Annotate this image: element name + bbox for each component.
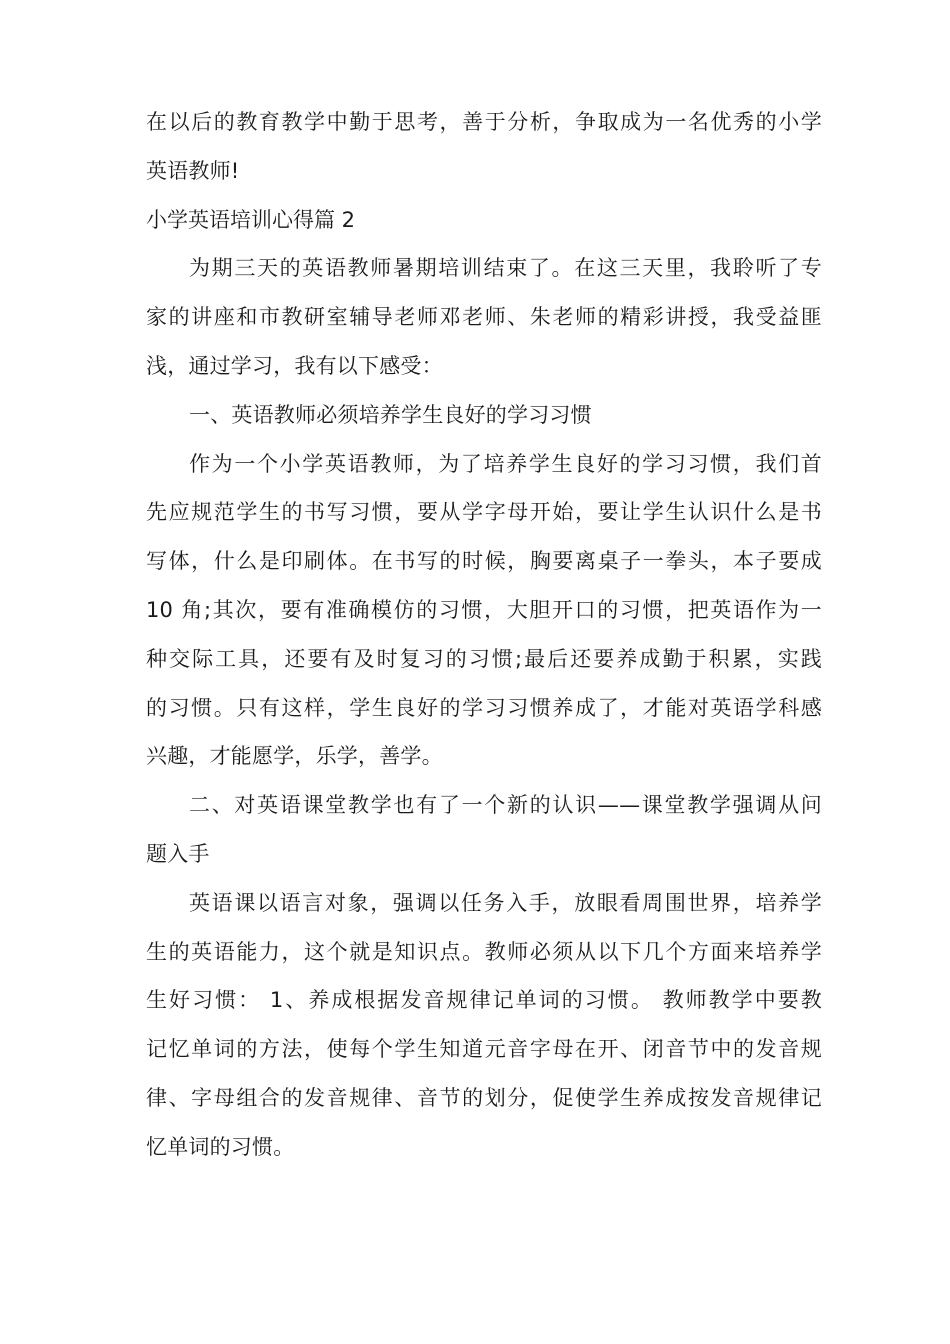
text-line: 题入手 xyxy=(146,841,210,866)
text-line: 生的英语能力，这个就是知识点。教师必须从以下几个方面来培养学 xyxy=(146,939,822,964)
text-line: 的习惯。只有这样，学生良好的学习习惯养成了，才能对英语学科感 xyxy=(146,695,822,720)
text-line: 为期三天的英语教师暑期培训结束了。在这三天里，我聆听了专 xyxy=(189,256,822,281)
text-line: 律、字母组合的发音规律、音节的划分，促使学生养成按发音规律记 xyxy=(146,1085,822,1110)
text-line: 种交际工具，还要有及时复习的习惯;最后还要养成勤于积累，实践 xyxy=(146,646,822,671)
section-heading: 小学英语培训心得篇 2 xyxy=(146,207,356,232)
text-line: 记忆单词的方法，使每个学生知道元音字母在开、闭音节中的发音规 xyxy=(146,1037,822,1062)
text-line: 生好习惯： 1、养成根据发音规律记单词的习惯。 教师教学中要教 xyxy=(146,988,822,1013)
text-line: 二、对英语课堂教学也有了一个新的认识——课堂教学强调从问 xyxy=(189,793,822,818)
text-line: 浅，通过学习，我有以下感受： xyxy=(146,353,443,378)
text-line: 忆单词的习惯。 xyxy=(146,1134,295,1159)
text-line: 一、英语教师必须培养学生良好的学习习惯 xyxy=(189,402,592,427)
text-line: 英语教师! xyxy=(146,158,240,183)
text-line: 作为一个小学英语教师，为了培养学生良好的学习习惯，我们首 xyxy=(189,451,822,476)
text-line: 兴趣，才能愿学，乐学，善学。 xyxy=(146,744,443,769)
text-line: 10 角;其次，要有准确模仿的习惯，大胆开口的习惯，把英语作为一 xyxy=(146,597,822,622)
text-line: 英语课以语言对象，强调以任务入手，放眼看周围世界，培养学 xyxy=(189,890,822,915)
text-line: 在以后的教育教学中勤于思考，善于分析，争取成为一名优秀的小学 xyxy=(146,110,822,134)
document-body xyxy=(146,98,822,1172)
text-line: 写体，什么是印刷体。在书写的时候，胸要离桌子一拳头，本子要成 xyxy=(146,549,822,574)
text-line: 家的讲座和市教研室辅导老师邓老师、朱老师的精彩讲授，我受益匪 xyxy=(146,305,822,330)
text-line: 先应规范学生的书写习惯，要从学字母开始，要让学生认识什么是书 xyxy=(146,500,822,525)
